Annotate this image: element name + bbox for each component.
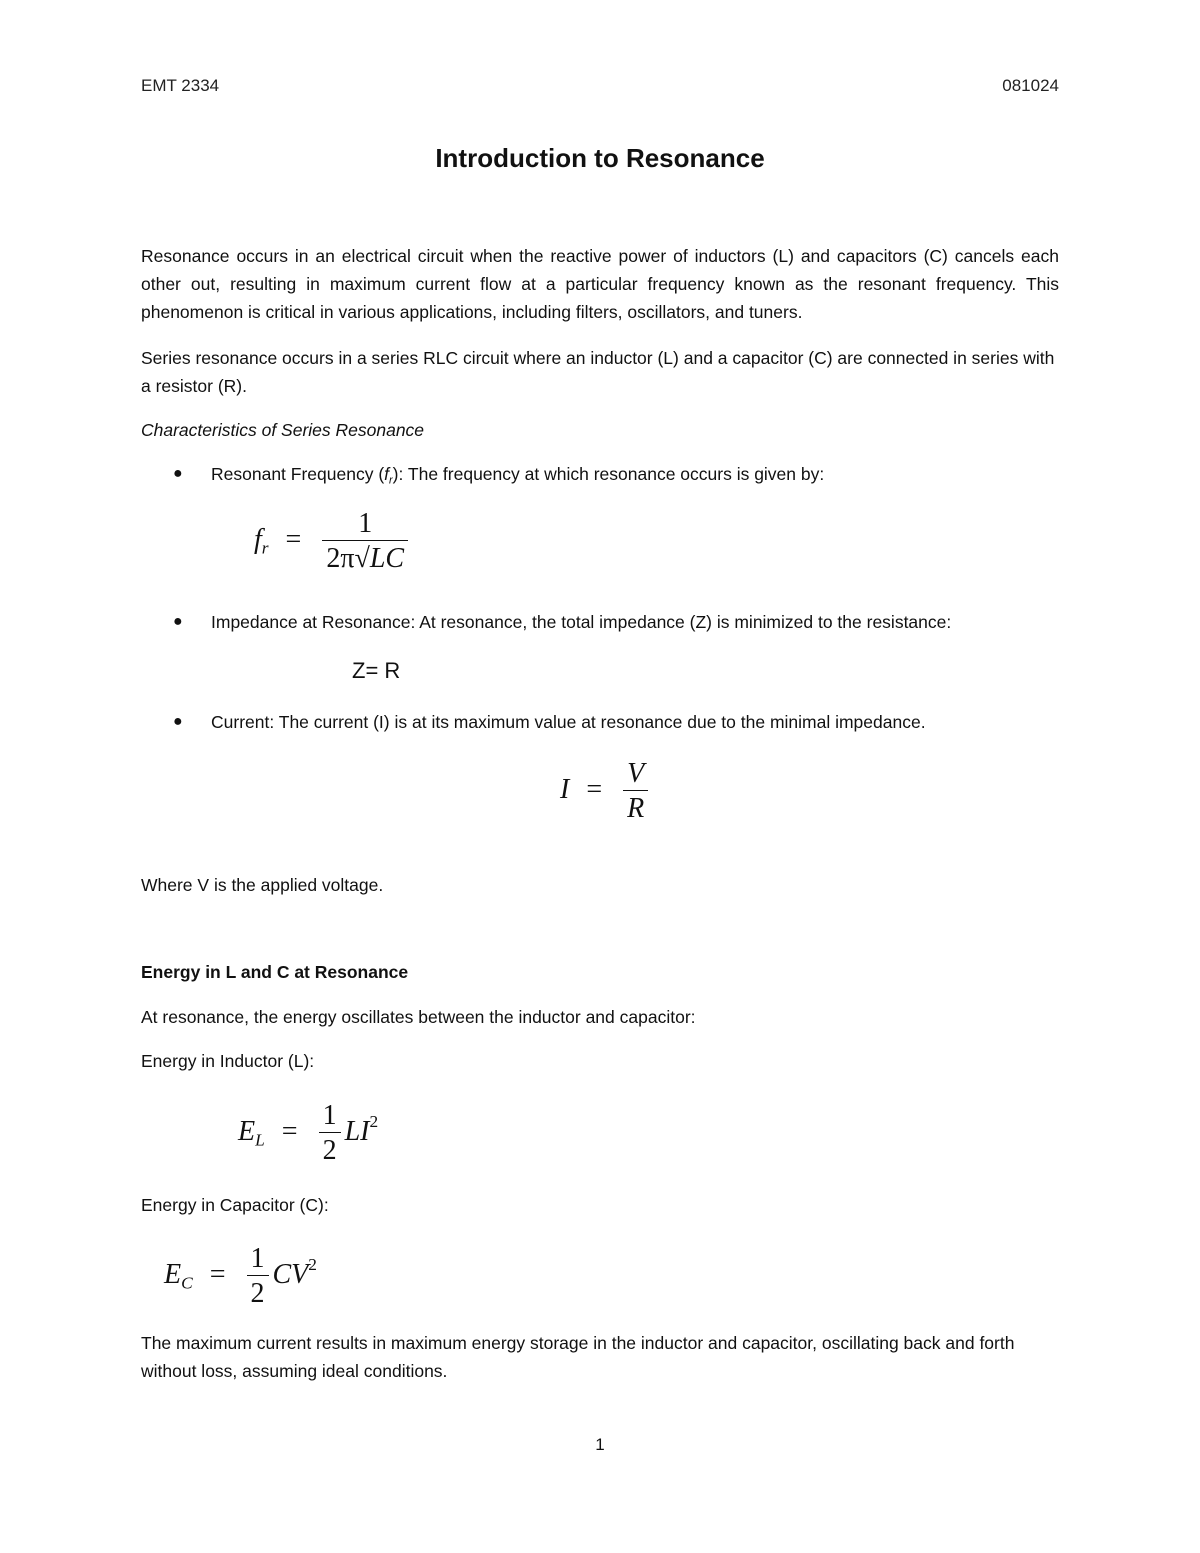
eq-ec-rhs-sup: 2 — [308, 1255, 317, 1275]
equation-current — [560, 758, 652, 825]
eq-el-fraction — [319, 1100, 341, 1167]
eq-el-lhs: E — [238, 1116, 256, 1148]
where-v-note: Where V is the applied voltage. — [141, 875, 384, 895]
energy-capacitor-label: Energy in Capacitor (C): — [141, 1195, 329, 1215]
bullet-marker: ● — [173, 713, 183, 730]
eq-i-denominator: R — [623, 790, 648, 825]
eq-i-fraction — [623, 758, 648, 825]
eq-i-numerator: V — [627, 758, 645, 789]
closing-paragraph: The maximum current results in maximum energy storage in the inductor and capacitor, oscillating back and forth without loss, assuming ideal conditions. — [141, 1333, 1015, 1381]
eq-fr-lhs-sub: r — [261, 538, 269, 558]
eq-el-numerator: 1 — [322, 1100, 337, 1131]
sqrt-sign: √ — [354, 543, 370, 575]
page-number: 1 — [595, 1435, 605, 1454]
eq-fr-equals: = — [285, 524, 302, 556]
eq-fr-radicand: LC — [369, 543, 405, 575]
bullet-resonant-frequency — [211, 460, 824, 494]
eq-fr-numerator: 1 — [358, 508, 373, 539]
eq-ec-lhs-sub: C — [181, 1273, 193, 1293]
eq-ec-fraction — [247, 1243, 269, 1310]
eq-ec-numerator: 1 — [250, 1243, 265, 1274]
equation-impedance: Z= R — [352, 658, 401, 683]
eq-el-lhs-sub: L — [255, 1130, 265, 1150]
eq-ec-equals: = — [209, 1259, 226, 1291]
eq-el-equals: = — [281, 1116, 298, 1148]
series-paragraph: Series resonance occurs in a series RLC circuit where an inductor (L) and a capacitor (C) are connected in series with a resistor (R). — [141, 348, 1055, 396]
eq-ec-denominator: 2 — [247, 1275, 269, 1310]
header-date-code: 081024 — [1002, 76, 1059, 95]
energy-intro: At resonance, the energy oscillates between the inductor and capacitor: — [141, 1007, 696, 1027]
eq-ec-rhs: CV — [272, 1259, 309, 1291]
eq-el-denominator: 2 — [319, 1132, 341, 1167]
energy-inductor-label: Energy in Inductor (L): — [141, 1051, 315, 1071]
eq-fr-fraction — [322, 508, 408, 575]
bullet-current: Current: The current (I) is at its maximum value at resonance due to the minimal impedance. — [211, 712, 926, 732]
eq-fr-den-coef: 2π — [326, 543, 355, 575]
bullet-text: The frequency at which resonance occurs is given by: — [403, 464, 825, 484]
eq-fr-lhs: f — [254, 524, 262, 556]
bullet-marker: ● — [173, 613, 183, 630]
equation-resonant-frequency — [254, 508, 412, 575]
eq-el-rhs: LI — [344, 1116, 370, 1148]
page-title: Introduction to Resonance — [435, 143, 765, 173]
bullet-marker: ● — [173, 465, 183, 482]
eq-i-lhs: I — [560, 774, 570, 806]
bullet-label: Resonant Frequency ( — [211, 464, 385, 484]
bullet-impedance: Impedance at Resonance: At resonance, the total impedance (Z) is minimized to the resistance: — [211, 612, 952, 632]
eq-fr-denominator — [322, 540, 408, 575]
equation-inductor-energy — [238, 1100, 378, 1167]
bullet-symbol: f — [384, 464, 390, 484]
bullet-symbol-sub: r — [389, 474, 393, 487]
eq-ec-lhs: E — [164, 1259, 182, 1291]
eq-i-equals: = — [586, 774, 603, 806]
equation-capacitor-energy — [164, 1243, 317, 1310]
header-course-code: EMT 2334 — [141, 76, 220, 95]
characteristics-heading: Characteristics of Series Resonance — [141, 420, 425, 440]
bullet-label-end: ): — [392, 464, 404, 484]
intro-paragraph: Resonance occurs in an electrical circuit when the reactive power of inductors (L) and capacitors (C) cancels each other out, resulting in maximum current flow at a particular frequency known as the resonant frequency. This phenomenon is critical in various applications, including filters, oscillators, and tuners. — [141, 246, 1059, 322]
energy-heading: Energy in L and C at Resonance — [141, 962, 409, 982]
eq-el-rhs-sup: 2 — [369, 1112, 379, 1132]
